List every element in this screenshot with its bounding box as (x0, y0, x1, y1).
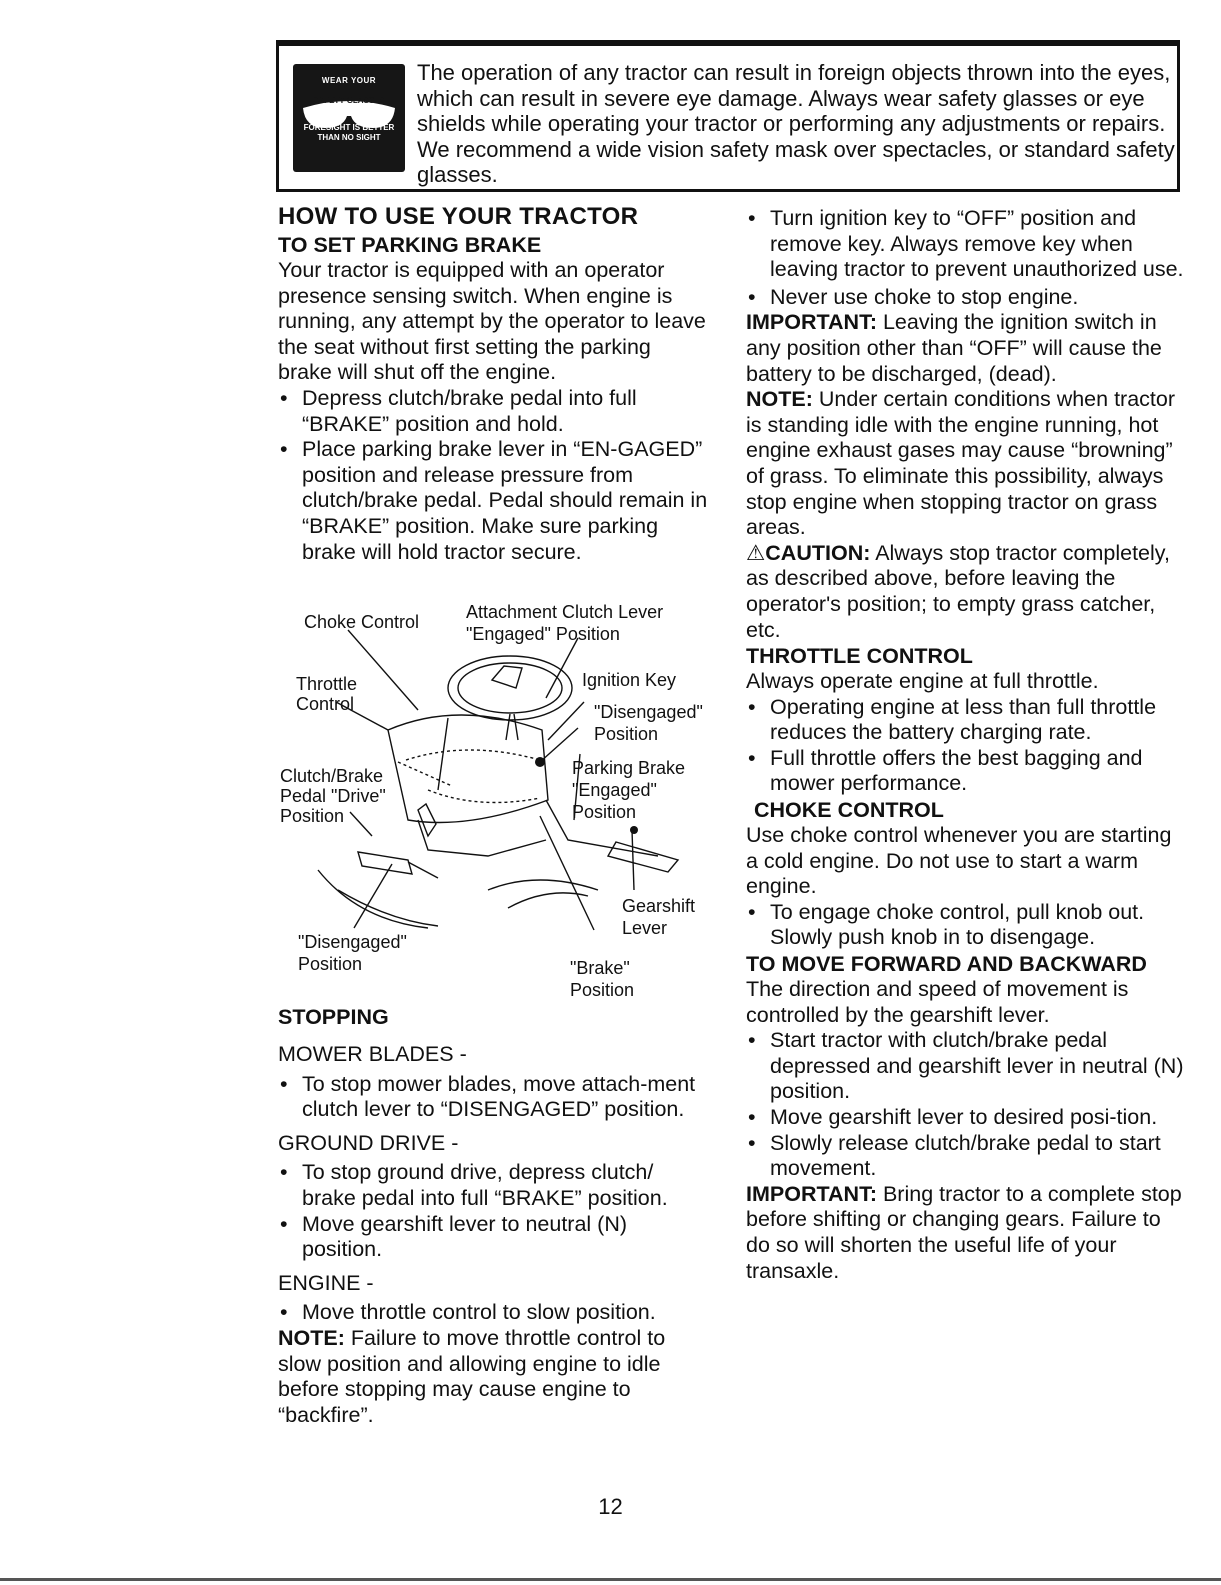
safety-warning-box (276, 40, 1180, 192)
label-parking-engaged: "Engaged" (572, 780, 657, 800)
caution-icon: ⚠ (746, 540, 766, 565)
important-label: IMPORTANT: (746, 310, 877, 335)
list-item-text: Move throttle control to slow position. (302, 1300, 656, 1325)
list-item: • Move gearshift lever to neutral (N) position. (280, 1211, 628, 1262)
safety-glasses-logo (293, 64, 405, 172)
label-clutch-position: Position (280, 806, 345, 826)
label-disengaged: "Disengaged" (298, 932, 407, 952)
warning-text: The operation of any tractor can result in foreign objects thrown into the eyes, which can result in severe eye damage. Always wear safety glasses or eye shields while operating your tractor or performing any adjustments or repairs. We recommend a wide vision safety mask over spectacles, or standard safety glasses. (417, 60, 1175, 187)
right-column (746, 206, 1186, 1284)
stopping-section (278, 1004, 718, 1428)
engine-heading: ENGINE - (278, 1270, 374, 1295)
list-item: • Start tractor with clutch/brake pedal depressed and gearshift lever in neutral (N) position. (748, 1028, 1184, 1104)
list-item-text: Move gearshift lever to neutral (N) position. (302, 1211, 628, 1262)
label-ignition-disengaged: "Disengaged" (594, 702, 703, 722)
important-text: Leaving the ignition switch in any position other than “OFF” will cause the battery to be discharged, (dead). (746, 310, 1162, 386)
bottom-scan-edge (0, 1578, 1221, 1581)
label-clutch-pedal-drive: Pedal "Drive" (280, 786, 386, 806)
note-label: NOTE: (278, 1325, 345, 1350)
label-choke-control: Choke Control (304, 612, 420, 632)
label-gearshift-lever: Lever (622, 918, 668, 938)
label-disengaged-position: Position (298, 954, 363, 974)
important-gears (746, 1182, 1186, 1284)
important-ignition (746, 310, 1186, 387)
list-item-text: Turn ignition key to “OFF” position and remove key. Always remove key when leaving tractor to prevent unauthorized use. (770, 206, 1184, 282)
label-ignition-key: Ignition Key (582, 670, 677, 690)
label-clutch-brake: Clutch/Brake (280, 766, 384, 786)
list-item-text: Depress clutch/brake pedal into full “BRAKE” position and hold. (302, 385, 637, 436)
caution-label: CAUTION: (765, 540, 871, 565)
list-item: • To engage choke control, pull knob out. Slowly push knob in to disengage. (748, 899, 1145, 950)
label-parking-position: Position (572, 802, 637, 822)
list-item: • Depress clutch/brake pedal into full “BRAKE” position and hold. (280, 385, 637, 436)
label-brake: "Brake" (570, 958, 630, 978)
left-column (278, 202, 728, 565)
logo-text-bottom: FORESIGHT IS BETTER THAN NO SIGHT (303, 123, 395, 142)
list-item: • Operating engine at less than full throttle reduces the battery charging rate. (748, 694, 1157, 745)
mower-blades-heading: MOWER BLADES - (278, 1042, 467, 1066)
list-item-text: To engage choke control, pull knob out. Slowly push knob in to disengage. (770, 899, 1145, 950)
choke-control-heading: CHOKE CONTROL (754, 798, 944, 823)
list-item: • Turn ignition key to “OFF” position and remove key. Always remove key when leaving tractor to prevent unauthorized use. (748, 206, 1184, 282)
list-item-text: Start tractor with clutch/brake pedal depressed and gearshift lever in neutral (N) position. (770, 1028, 1184, 1104)
list-item-text: To stop mower blades, move attach-ment clutch lever to “DISENGAGED” position. (302, 1071, 696, 1122)
list-item: • To stop ground drive, depress clutch/ brake pedal into full “BRAKE” position. (280, 1160, 668, 1210)
move-forward-backward-heading: TO MOVE FORWARD AND BACKWARD (746, 952, 1147, 977)
list-item: • Full throttle offers the best bagging and mower performance. (748, 745, 1143, 796)
parking-brake-heading: TO SET PARKING BRAKE (278, 233, 542, 257)
logo-text-top: WEAR YOUR (321, 76, 377, 85)
label-gearshift: Gearshift (622, 896, 696, 916)
list-item-text: Slowly release clutch/brake pedal to start movement. (770, 1130, 1161, 1181)
safety-glasses-icon (293, 64, 405, 172)
list-item-text: Place parking brake lever in “EN-GAGED” position and release pressure from clutch/brake pedal. Pedal should remain in “BRAKE” position. Make sure parking brake will hold tractor secure. (302, 437, 708, 564)
page-number: 12 (598, 1494, 623, 1519)
section-title: HOW TO USE YOUR TRACTOR (278, 203, 639, 230)
list-item-text: Never use choke to stop engine. (770, 284, 1079, 309)
label-attachment-clutch-position: "Engaged" Position (466, 624, 620, 644)
list-item: • Never use choke to stop engine. (748, 284, 1079, 309)
steering-wheel-shape (448, 656, 572, 720)
caution-paragraph (746, 541, 1186, 643)
tractor-controls-diagram (278, 590, 718, 1010)
logo-text-middle: SAFETY GLASSES (313, 96, 385, 105)
label-ignition-position: Position (594, 724, 659, 744)
parking-brake-intro: Your tractor is equipped with an operator presence sensing switch. When engine is running, any attempt by the operator to leave the seat without first setting the parking brake will shut off the engine. (278, 258, 706, 385)
choke-intro: Use choke control whenever you are starting a cold engine. Do not use to start a warm engine. (746, 823, 1172, 899)
label-attachment-clutch: Attachment Clutch Lever (466, 602, 664, 622)
list-item-text: To stop ground drive, depress clutch/ brake pedal into full “BRAKE” position. (302, 1160, 668, 1210)
label-throttle-control: Control (296, 694, 355, 714)
label-parking-brake: Parking Brake (572, 758, 686, 778)
list-item: • Slowly release clutch/brake pedal to start movement. (748, 1130, 1161, 1181)
list-item: • To stop mower blades, move attach-ment clutch lever to “DISENGAGED” position. (280, 1071, 696, 1122)
throttle-control-heading: THROTTLE CONTROL (746, 644, 973, 669)
label-throttle: Throttle (296, 674, 358, 694)
list-item-text: Move gearshift lever to desired posi-tion. (770, 1105, 1158, 1129)
caution-text: Always stop tractor completely, as described above, before leaving the operator's position; to empty grass catcher, etc. (746, 540, 1170, 642)
list-item: • Place parking brake lever in “EN-GAGED” position and release pressure from clutch/brake pedal. Pedal should remain in “BRAKE” position. Make sure parking brake will hold tractor secure. (280, 437, 708, 564)
note-text: Failure to move throttle control to slow position and allowing engine to idle before stopping may cause engine to “backfire”. (278, 1325, 666, 1427)
list-item: • Move gearshift lever to desired posi-tion. (748, 1105, 1158, 1129)
move-intro: The direction and speed of movement is controlled by the gearshift lever. (746, 977, 1129, 1027)
list-item-text: Operating engine at less than full throttle reduces the battery charging rate. (770, 694, 1157, 745)
throttle-intro: Always operate engine at full throttle. (746, 669, 1099, 694)
note-browning (746, 387, 1186, 541)
label-brake-position: Position (570, 980, 635, 1000)
important-text: Bring tractor to a complete stop before shifting or changing gears. Failure to do so will shorten the useful life of your transaxle. (746, 1181, 1182, 1283)
list-item-text: Full throttle offers the best bagging and mower performance. (770, 745, 1143, 796)
stopping-note (278, 1326, 714, 1428)
note-text: Under certain conditions when tractor is standing idle with the engine running, hot engine exhaust gases may cause “browning” of grass. To eliminate this possibility, always stop engine when stopping tractor on grass areas. (746, 387, 1176, 540)
stopping-heading: STOPPING (278, 1005, 389, 1029)
list-item: • Move throttle control to slow position. (280, 1300, 656, 1325)
ground-drive-heading: GROUND DRIVE - (278, 1130, 459, 1155)
note-label: NOTE: (746, 387, 813, 412)
important-label: IMPORTANT: (746, 1181, 877, 1206)
